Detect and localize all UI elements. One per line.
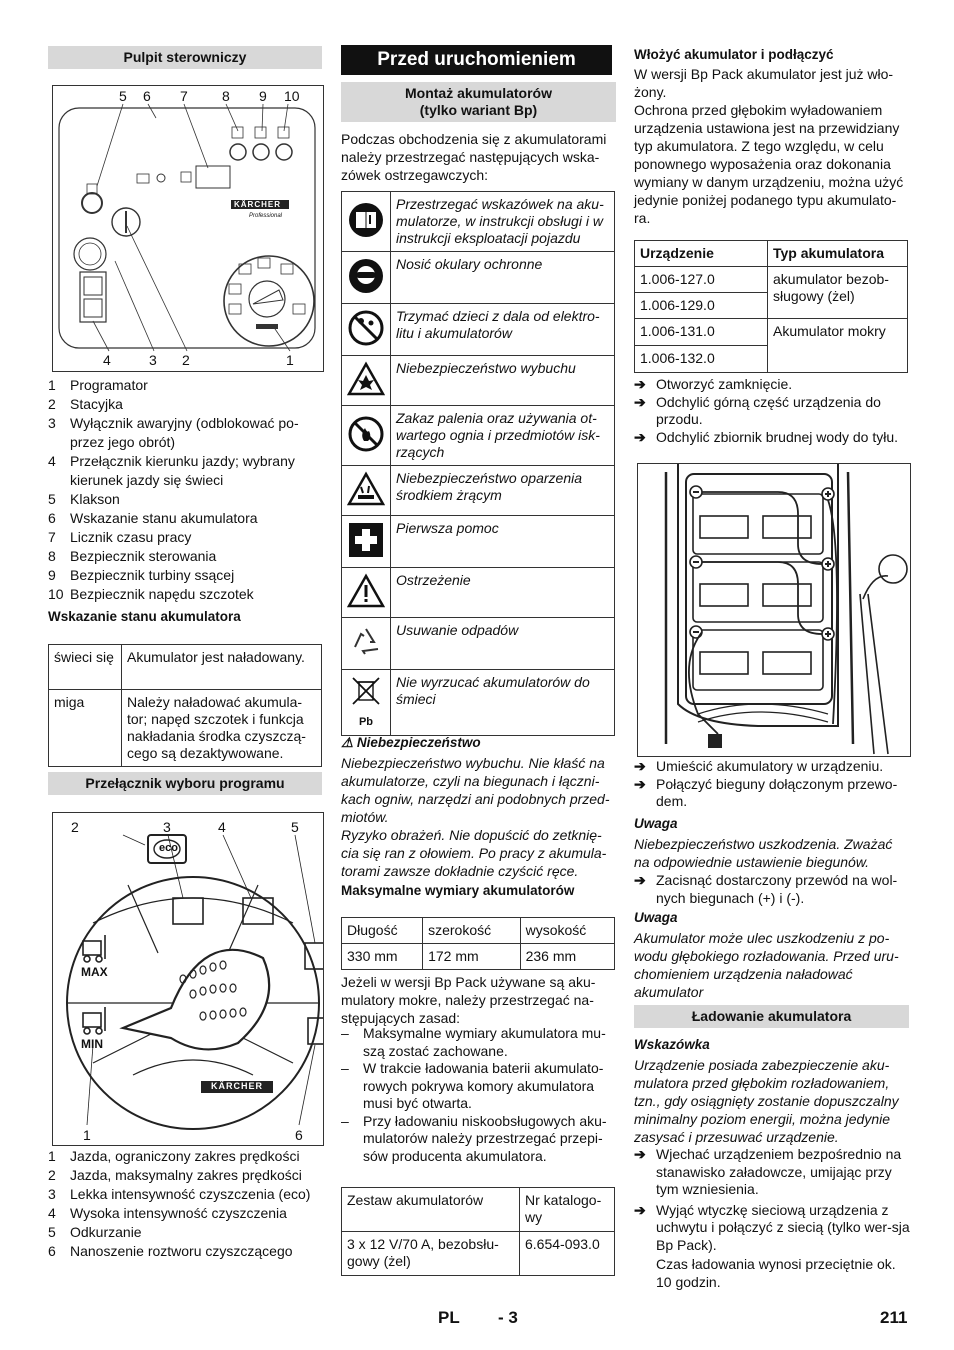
steps-clamp bbox=[634, 872, 910, 907]
table-row: Pb Nie wyrzucać akumulatorów do śmieci bbox=[342, 670, 615, 736]
list-item: ➔ Wyjąć wtyczkę sieciową urządzenia z uchwytu i połączyć z siecią (tylko wer-sja Bp Pack). bbox=[634, 1201, 910, 1253]
table-row: Pierwsza pomoc bbox=[342, 516, 615, 568]
battery-set-table bbox=[341, 1187, 615, 1276]
eco-label: eco bbox=[159, 842, 178, 854]
callout: 6 bbox=[295, 1127, 303, 1143]
table-row: Niebezpieczeństwo wybuchu bbox=[342, 356, 615, 406]
wet-battery-intro: Jeżeli w wersji Bp Pack używane są aku-mulatory mokre, należy przestrzegać na-stępujących zasad: bbox=[341, 974, 596, 1026]
table-row: 1.006-131.0 Akumulator mokry bbox=[635, 319, 908, 346]
section-header-battery-mounting: Montaż akumulatorów (tylko wariant Bp) bbox=[341, 82, 616, 122]
charge-time-text: Czas ładowania wynosi przeciętnie ok. 10 godzin. bbox=[656, 1256, 896, 1290]
steps-open bbox=[634, 376, 910, 446]
callout: 10 bbox=[284, 88, 300, 104]
hint-heading: Wskazówka bbox=[634, 1037, 710, 1052]
min-label: MIN bbox=[81, 1037, 103, 1051]
wet-battery-rules bbox=[341, 1025, 615, 1165]
battery-indicator-title: Wskazanie stanu akumulatora bbox=[48, 609, 241, 624]
battery-indicator-table bbox=[48, 644, 322, 767]
control-panel-figure bbox=[52, 85, 324, 372]
table-row: Urządzenie Typ akumulatora bbox=[635, 241, 908, 267]
list-item: ➔ Odchylić zbiornik brudnej wody do tyłu. bbox=[634, 428, 899, 445]
program-legend bbox=[48, 1147, 322, 1261]
karcher-logo: KÄRCHER bbox=[211, 1081, 263, 1091]
table-row: Niebezpieczeństwo oparzenia środkiem żrącym bbox=[342, 466, 615, 516]
battery-compartment-figure bbox=[637, 463, 911, 757]
table-row: Usuwanie odpadów bbox=[342, 618, 615, 670]
table-row: miga Należy naładować akumula-tor; napęd szczotek i funkcja nakładania środka czyszczą-cego są dezaktywowane. bbox=[49, 690, 322, 767]
legend-item: 6 Wskazanie stanu akumulatora bbox=[48, 510, 258, 526]
main-section-title: Przed uruchomieniem bbox=[341, 45, 612, 75]
list-item: – Maksymalne wymiary akumulatora mu-szą zostać zachowane. bbox=[341, 1025, 606, 1059]
callout: 4 bbox=[218, 819, 226, 835]
list-item: ➔ Odchylić górną część urządzenia do przodu. bbox=[634, 393, 881, 427]
karcher-logo: KÄRCHER bbox=[234, 200, 281, 209]
list-item: – W trakcie ładowania baterii akumulato-rowych pokrywa komory akumulatora musi być otwarta. bbox=[341, 1060, 604, 1111]
legend-item: 5 Odkurzanie bbox=[48, 1224, 142, 1240]
list-item: ➔ Otworzyć zamknięcie. bbox=[634, 376, 793, 392]
legend-item: 6 Nanoszenie roztworu czyszczącego bbox=[48, 1243, 293, 1259]
table-row: Zestaw akumulatorów Nr katalogo-wy bbox=[342, 1188, 615, 1232]
children-icon bbox=[347, 309, 385, 347]
callout: 3 bbox=[163, 819, 171, 835]
no-bin-icon bbox=[347, 674, 385, 716]
table-row: Długość szerokość wysokość bbox=[342, 918, 615, 944]
note-1-text: Niebezpieczeństwo uszkodzenia. Zważać na odpowiednie ustawienie biegunów. bbox=[634, 836, 893, 870]
first-aid-icon bbox=[347, 521, 385, 559]
max-dimensions-table bbox=[341, 917, 615, 970]
pb-label: Pb bbox=[358, 716, 374, 728]
battery-type-table bbox=[634, 240, 908, 373]
footer-language: PL bbox=[438, 1308, 460, 1327]
program-switch-drawing bbox=[53, 813, 323, 1145]
callout: 4 bbox=[103, 352, 111, 368]
professional-label: Professional bbox=[249, 213, 283, 219]
manual-icon bbox=[347, 201, 385, 239]
footer-local-page: - 3 bbox=[498, 1308, 518, 1327]
warning-symbols-table bbox=[341, 191, 615, 736]
legend-item: 3 Wyłącznik awaryjny (odblokować po-przez jego obrót) bbox=[48, 415, 299, 450]
legend-item: 4 Przełącznik kierunku jazdy; wybrany kierunek jazdy się świeci bbox=[48, 453, 295, 488]
legend-item: 1 Jazda, ograniczony zakres prędkości bbox=[48, 1148, 300, 1164]
table-row: świeci się Akumulator jest naładowany. bbox=[49, 645, 322, 690]
note-2-text: Akumulator może ulec uszkodzeniu z po-wodu głębokiego rozładowania. Przed uru-chomieniem urządzenia naładować akumulator bbox=[634, 930, 899, 1000]
warning-icon: ⚠ bbox=[341, 735, 354, 750]
control-panel-drawing bbox=[53, 86, 323, 371]
max-label: MAX bbox=[81, 965, 108, 979]
list-item: ➔ Zacisnąć dostarczony przewód na wol-nych biegunach (+) i (-). bbox=[634, 872, 898, 906]
steps-charge bbox=[634, 1146, 910, 1254]
section-header-program-switch: Przełącznik wyboru programu bbox=[48, 772, 322, 795]
recycle-icon bbox=[347, 623, 385, 661]
intro-paragraph: Podczas obchodzenia się z akumulatorami należy przestrzegać następujących wska-zówek ostrzegawczych: bbox=[341, 131, 607, 183]
callout: 1 bbox=[286, 352, 294, 368]
callout: 5 bbox=[119, 88, 127, 104]
program-switch-figure bbox=[52, 812, 324, 1146]
insert-paragraph-1: W wersji Bp Pack akumulator jest już wło-żony. bbox=[634, 66, 894, 100]
explosion-icon bbox=[347, 361, 385, 397]
note-2-heading: Uwaga bbox=[634, 910, 678, 925]
table-row: 330 mm 172 mm 236 mm bbox=[342, 944, 615, 970]
list-item: – Przy ładowaniu niskoobsługowych aku-mulatorów należy przestrzegać przepi-sów producenta akumulatora. bbox=[341, 1112, 607, 1164]
legend-item: 5 Klakson bbox=[48, 491, 120, 507]
battery-compartment-drawing bbox=[638, 464, 910, 756]
legend-item: 7 Licznik czasu pracy bbox=[48, 529, 192, 545]
panel-legend bbox=[48, 376, 322, 604]
hint-text: Urządzenie posiada zabezpieczenie aku-mulatora przed głębokim rozładowaniem, tzn., gdy osiągnięty zostanie dopuszczalny minimalny poziom energii, można jedynie zasysać i przesuwać urządzenie. bbox=[634, 1057, 899, 1145]
table-row: Ostrzeżenie bbox=[342, 568, 615, 618]
list-item: ➔ Wjechać urządzeniem bezpośrednio na stanawisko załadowcze, umijając przy tym wzniesienia. bbox=[634, 1146, 902, 1197]
callout: 6 bbox=[143, 88, 151, 104]
list-item: ➔ Połączyć bieguny dołączonym przewo-dem. bbox=[634, 775, 898, 809]
insert-battery-title: Włożyć akumulator i podłączyć bbox=[634, 47, 834, 62]
corrosive-icon bbox=[347, 471, 385, 507]
note-1-heading: Uwaga bbox=[634, 816, 678, 831]
legend-item: 10 Bezpiecznik napędu szczotek bbox=[48, 586, 254, 602]
table-row: 1.006-132.0 bbox=[635, 346, 908, 373]
callout: 3 bbox=[149, 352, 157, 368]
table-row: 1.006-129.0 bbox=[635, 293, 908, 319]
table-row: Trzymać dzieci z dala od elektro-litu i akumulatorów bbox=[342, 304, 615, 356]
callout: 5 bbox=[291, 819, 299, 835]
legend-item: 3 Lekka intensywność czyszczenia (eco) bbox=[48, 1186, 311, 1202]
callout: 2 bbox=[182, 352, 190, 368]
legend-item: 2 Stacyjka bbox=[48, 396, 123, 412]
legend-item: 1 Programator bbox=[48, 377, 148, 393]
footer-page-number: 211 bbox=[880, 1308, 908, 1327]
max-dimensions-title: Maksymalne wymiary akumulatorów bbox=[341, 883, 575, 898]
table-row: Nosić okulary ochronne bbox=[342, 252, 615, 304]
legend-item: 4 Wysoka intensywność czyszczenia bbox=[48, 1205, 287, 1221]
legend-item: 9 Bezpiecznik turbiny ssącej bbox=[48, 567, 235, 583]
list-item: ➔ Umieścić akumulatory w urządzeniu. bbox=[634, 758, 884, 774]
danger-text-1: Niebezpieczeństwo wybuchu. Nie kłaść na akumulatorze, czyli na biegunach i łączni-kach ogniw, narzędzi ani podobnych przed-miotów. bbox=[341, 755, 610, 825]
danger-heading: ⚠ Niebezpieczeństwo bbox=[341, 735, 481, 750]
insert-paragraph-2: Ochrona przed głębokim wyładowaniem urządzenia ustawiona jest na przewidziany typ akumulatora. Z tego względu, w celu ponownego wyposażenia oraz dokonania wymiany w danym urządzeniu, można użyć jedynie poniżej podanego typu akumulato-ra. bbox=[634, 102, 904, 226]
callout: 9 bbox=[259, 88, 267, 104]
section-header-charging: Ładowanie akumulatora bbox=[634, 1005, 909, 1028]
table-row: 3 x 12 V/70 A, bezobsłu-gowy (żel) 6.654-093.0 bbox=[342, 1232, 615, 1276]
table-row: 1.006-127.0 akumulator bezob-sługowy (żel) bbox=[635, 267, 908, 293]
callout: 7 bbox=[180, 88, 188, 104]
legend-item: 8 Bezpiecznik sterowania bbox=[48, 548, 217, 564]
legend-item: 2 Jazda, maksymalny zakres prędkości bbox=[48, 1167, 302, 1183]
section-header-control-panel: Pulpit sterowniczy bbox=[48, 46, 322, 69]
callout: 2 bbox=[71, 819, 79, 835]
goggles-icon bbox=[347, 257, 385, 295]
warning-icon bbox=[347, 573, 385, 609]
table-row: Zakaz palenia oraz używania ot-wartego ognia i przedmiotów isk-rzących bbox=[342, 406, 615, 466]
no-fire-icon bbox=[347, 415, 385, 453]
callout: 8 bbox=[222, 88, 230, 104]
steps-insert bbox=[634, 758, 910, 811]
danger-text-2: Ryzyko obrażeń. Nie dopuścić do zetknię-cia się ran z ołowiem. Po pracy z akumula-torami zawsze dokładnie czyścić ręce. bbox=[341, 827, 607, 879]
callout: 1 bbox=[83, 1127, 91, 1143]
table-row: Przestrzegać wskazówek na aku-mulatorze, w instrukcji obsługi i w instrukcji eksploatacji pojazdu bbox=[342, 192, 615, 252]
